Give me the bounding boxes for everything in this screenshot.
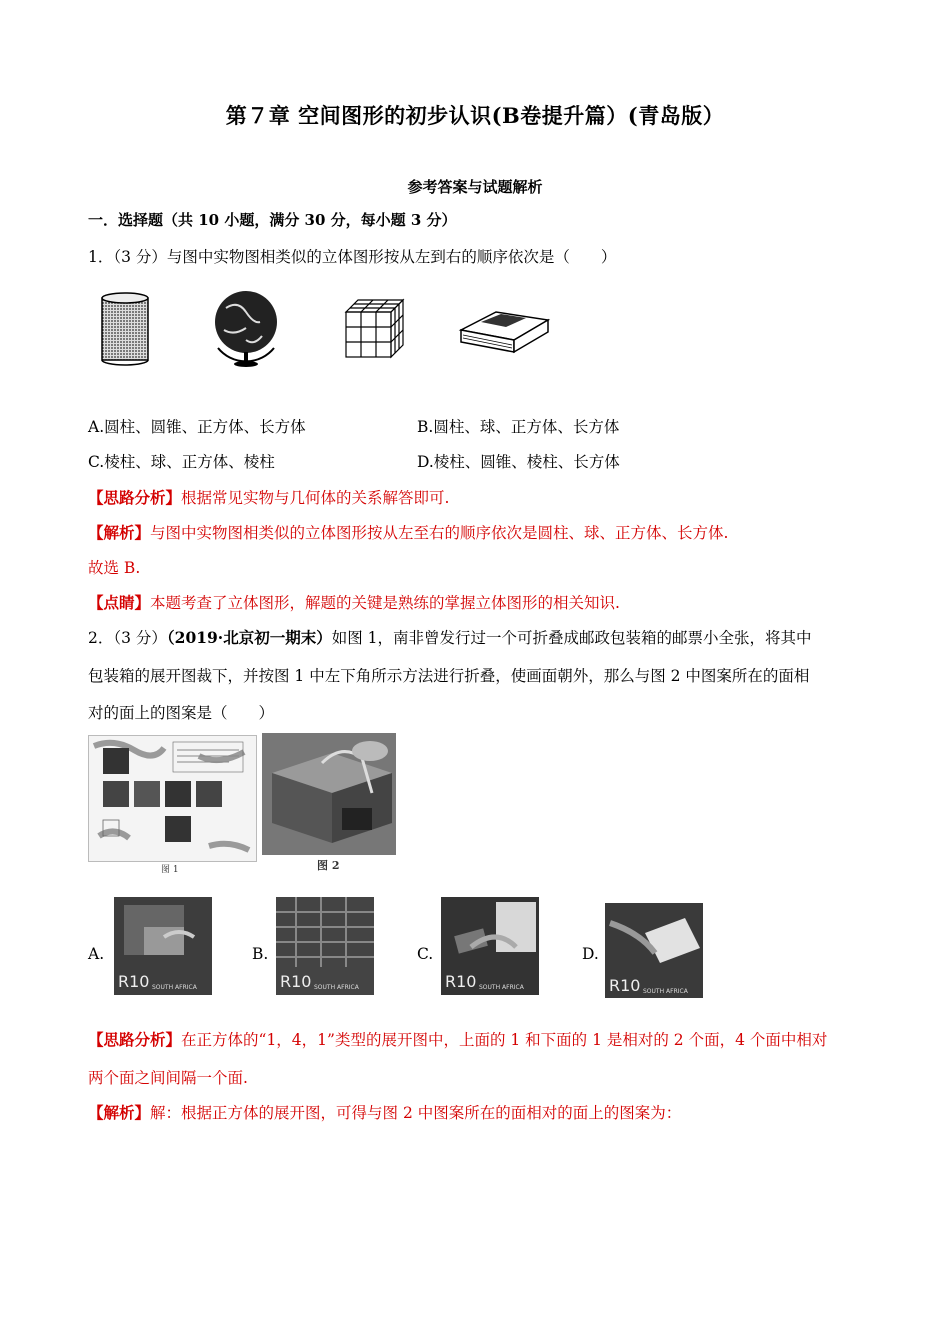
q2-option-c-label[interactable]: C.	[417, 945, 434, 963]
section-heading: 一．选择题（共 10 小题，满分 30 分，每小题 3 分）	[88, 211, 457, 229]
q2-stem-line2: 包装箱的展开图裁下，并按图 1 中左下角所示方法进行折叠，使画面朝外，那么与图 2 中图案所在的面相	[88, 667, 810, 685]
q1-choice-a[interactable]: A.圆柱、圆锥、正方体、长方体	[88, 418, 306, 436]
stamp-c-drawing	[441, 897, 539, 995]
q1-analysis	[88, 486, 449, 508]
q2-stem-prefix: 2．（3 分）	[88, 629, 167, 647]
q1-choice-c[interactable]: C.棱柱、球、正方体、棱柱	[88, 453, 275, 471]
q1-answer: 故选 B.	[88, 559, 141, 577]
stamp-b-country: SOUTH AFRICA	[314, 984, 359, 991]
page-subtitle: 参考答案与试题解析	[407, 178, 543, 196]
q1-comment-tag: 【点睛】	[88, 593, 151, 612]
cylinder-image	[102, 293, 148, 365]
q1-figure-row	[96, 290, 556, 370]
stamp-b-value: R10	[280, 972, 312, 991]
q2-solution	[88, 1101, 681, 1123]
q1-solution-tag: 【解析】	[88, 523, 151, 542]
stamp-d-value: R10	[609, 976, 641, 995]
q2-option-c-stamp[interactable]	[441, 897, 539, 995]
q1-figures	[96, 290, 556, 370]
q2-option-a-label[interactable]: A.	[88, 945, 105, 963]
q1-solution-text: 与图中实物图相类似的立体图形按从左至右的顺序依次是圆柱、球、正方体、长方体.	[150, 524, 729, 542]
stamp-d-country: SOUTH AFRICA	[643, 988, 688, 995]
figure-2-label: 图 2	[317, 859, 340, 872]
stamp-a-country: SOUTH AFRICA	[152, 984, 197, 991]
q2-solution-text: 解：根据正方体的展开图，可得与图 2 中图案所在的面相对的面上的图案为：	[150, 1104, 682, 1122]
q2-stem-text: 如图 1，南非曾发行过一个可折叠成邮政包装箱的邮票小全张，将其中	[331, 629, 812, 647]
q2-stem-line3: 对的面上的图案是（ ）	[88, 704, 275, 722]
q2-stem-line1	[88, 626, 812, 648]
globe-image	[215, 291, 277, 367]
q2-option-a-stamp[interactable]	[114, 897, 212, 995]
q2-analysis-line1	[88, 1028, 827, 1050]
q2-analysis-text: 在正方体的“1，4，1”类型的展开图中，上面的 1 和下面的 1 是相对的 2 个面，4 个面中相对	[181, 1031, 828, 1049]
q2-option-d-label[interactable]: D.	[582, 945, 599, 963]
rubiks-cube-image	[346, 300, 403, 357]
figure-1-label: 图 1	[161, 865, 179, 875]
q2-option-b-stamp[interactable]	[276, 897, 374, 995]
q1-choice-b[interactable]: B.圆柱、球、正方体、长方体	[417, 418, 620, 436]
stamp-c-country: SOUTH AFRICA	[479, 984, 524, 991]
q2-solution-tag: 【解析】	[88, 1103, 151, 1122]
q1-stem: 1．（3 分）与图中实物图相类似的立体图形按从左到右的顺序依次是（ ）	[88, 248, 617, 266]
q2-analysis-tag: 【思路分析】	[88, 1030, 182, 1049]
stamp-sheet-drawing	[89, 736, 256, 861]
q2-option-b-label[interactable]: B.	[252, 945, 269, 963]
stamp-b-drawing	[276, 897, 374, 995]
stamp-a-drawing	[114, 897, 212, 995]
q2-option-d-stamp[interactable]	[605, 903, 703, 998]
q2-source: （2019·北京初一期末）	[166, 628, 332, 647]
stamp-d-drawing	[605, 903, 703, 998]
q1-comment	[88, 591, 620, 613]
stamp-c-value: R10	[445, 972, 477, 991]
q1-choice-d[interactable]: D.棱柱、圆锥、棱柱、长方体	[417, 453, 620, 471]
q2-analysis-line2: 两个面之间间隔一个面.	[88, 1069, 248, 1087]
figure-1-stamp-sheet	[88, 735, 257, 875]
figure-2-box-photo	[262, 733, 396, 872]
page-title: 第７章 空间图形的初步认识(B卷提升篇）(青岛版）	[225, 103, 725, 128]
book-image	[461, 312, 548, 352]
q1-solution	[88, 521, 728, 543]
box-photo-drawing	[262, 733, 396, 855]
q1-analysis-tag: 【思路分析】	[88, 488, 182, 507]
q1-comment-text: 本题考查了立体图形，解题的关键是熟练的掌握立体图形的相关知识.	[150, 594, 620, 612]
q1-analysis-text: 根据常见实物与几何体的关系解答即可.	[181, 489, 450, 507]
stamp-a-value: R10	[118, 972, 150, 991]
